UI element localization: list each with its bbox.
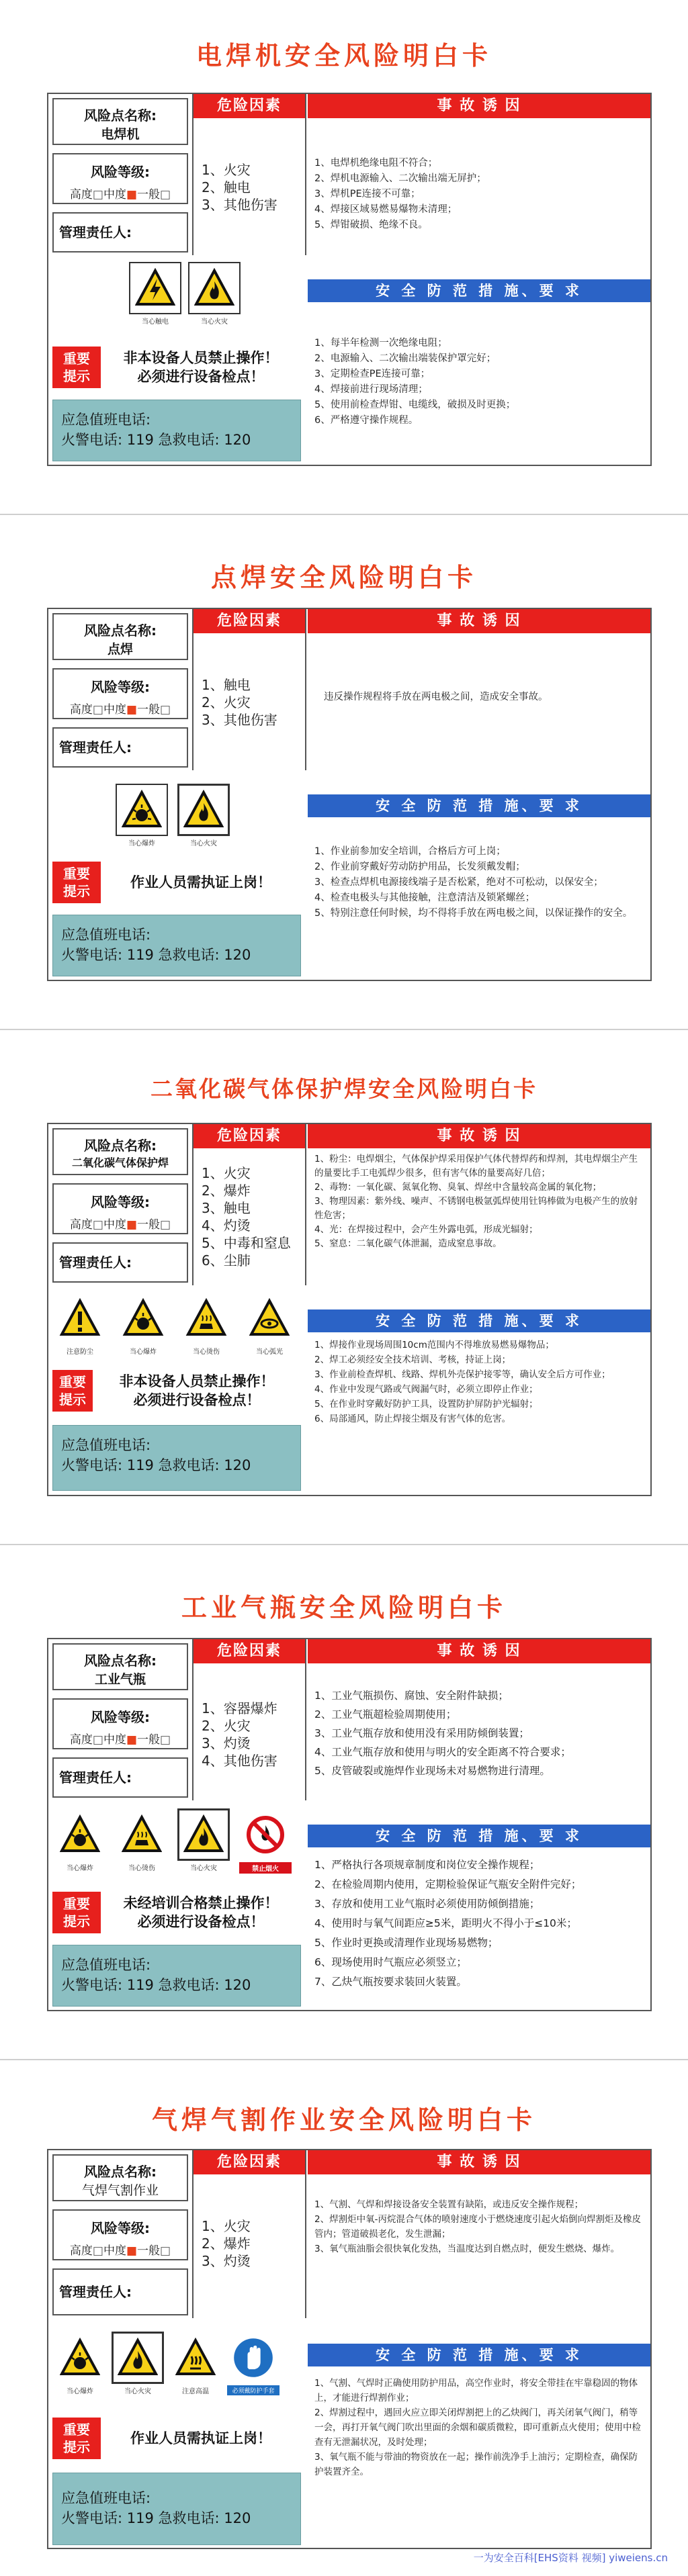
card-title: 点焊安全风险明白卡 xyxy=(210,563,477,592)
accident-causes: 1、气割、气焊和焊接设备安全装置有缺陷，或违反安全操作规程； 2、焊割炬中氧-丙烷混合气体的喷射速度小于燃烧速度引起火焰倒向焊割炬及橡皮管内；管道破损老化，发生泄漏； 3、氧气瓶油脂会很快氧化发热，当温度达到自燃点时，便发生燃烧、爆炸。 xyxy=(314,2199,641,2254)
notice-text: 非本设备人员禁止操作！ 必须进行设备检点！ xyxy=(119,1373,275,1408)
sign-item xyxy=(177,1292,235,1356)
sign-caption: 禁止烟火 xyxy=(239,1862,292,1874)
accident-header: 事 故 诱 因 xyxy=(308,2150,650,2174)
hazard-item: 3、灼烫 xyxy=(202,1735,251,1751)
right-column xyxy=(308,2150,650,2548)
hazard-list xyxy=(202,1700,277,1769)
accident-header: 事 故 诱 因 xyxy=(308,94,650,118)
explosion-warning-icon xyxy=(54,1808,106,1861)
risk-point-box xyxy=(52,1128,188,1175)
accident-causes: 1、电焊机绝缘电阻不符合； 2、焊机电源输入、二次输出端无屏护； 3、焊机PE连接不可靠； 4、焊接区域易燃易爆物未清理； 5、焊钳破损、绝缘不良。 xyxy=(314,158,486,230)
sign-row xyxy=(129,262,241,326)
hazard-list xyxy=(202,676,277,729)
hazard-list xyxy=(202,161,277,214)
notice-tag: 重要 提示 xyxy=(52,347,101,388)
hazard-header: 危险因素 xyxy=(194,1639,305,1663)
hazard-item: 1、触电 xyxy=(202,677,251,693)
sign-caption: 当心烫伤 xyxy=(128,1865,155,1872)
emergency-box xyxy=(52,1425,301,1491)
hazard-header: 危险因素 xyxy=(194,2150,305,2174)
card-title: 二氧化碳气体保护焊安全风险明白卡 xyxy=(150,1076,538,1102)
sign-item xyxy=(227,2332,280,2395)
risk-point-name: 工业气瓶 xyxy=(94,1672,146,1687)
important-notice xyxy=(52,1889,301,1936)
risk-card xyxy=(47,93,652,466)
burn-warning-icon xyxy=(116,1808,168,1861)
measures-header: 安 全 防 范 措 施、要 求 xyxy=(308,1825,650,1847)
emergency-box xyxy=(52,915,301,976)
accident-header: 事 故 诱 因 xyxy=(308,1639,650,1663)
card-title: 气焊气割作业安全风险明白卡 xyxy=(151,2105,536,2135)
hazard-header: 危险因素 xyxy=(194,94,305,118)
arc-light-warning-icon xyxy=(241,1292,298,1344)
risk-card xyxy=(47,608,652,981)
risk-card xyxy=(47,1638,652,2011)
high-temperature-warning-icon xyxy=(169,2332,222,2384)
hazard-item: 2、火灾 xyxy=(202,1718,251,1734)
risk-point-name: 点焊 xyxy=(107,642,133,657)
hazard-item: 1、火灾 xyxy=(202,1165,251,1181)
hazard-item: 3、其他伤害 xyxy=(202,197,277,213)
fire-warning-icon xyxy=(112,2332,164,2384)
risk-point-name: 二氧化碳气体保护焊 xyxy=(71,1156,169,1169)
hazard-item: 2、爆炸 xyxy=(202,2236,251,2252)
safety-measures: 1、焊接作业现场周围10cm范围内不得堆放易燃易爆物品； 2、焊工必须经安全技术培训、考核，持证上岗； 3、作业前检查焊机、线路、焊机外壳保护接零等，确认安全后方可作业； 4、作业中发现气路或气阀漏气时，必须立即停止作业； 5、在作业时穿戴好防护工具，设置防护屏防护光辐射； 6、局部通风，防止焊接尘烟及有害气体的危害。 xyxy=(314,1340,611,1424)
risk-level-options: 高度□中度■一般□ xyxy=(69,1218,171,1232)
owner-label: 管理责任人: xyxy=(59,224,132,240)
risk-point-box xyxy=(52,2154,188,2201)
fire-warning-icon xyxy=(177,1808,230,1861)
risk-point-box xyxy=(52,613,188,660)
hazard-item: 4、灼烫 xyxy=(202,1217,251,1234)
risk-level-box xyxy=(52,153,188,204)
owner-box xyxy=(52,727,188,768)
sign-caption: 当心烫伤 xyxy=(193,1348,220,1356)
notice-tag: 重要 提示 xyxy=(52,862,101,903)
important-notice xyxy=(52,2415,301,2462)
sign-caption: 当心火灾 xyxy=(201,318,228,326)
fire-warning-icon xyxy=(188,262,241,314)
emergency-duty-phone: 应急值班电话: xyxy=(61,927,151,943)
sign-caption: 当心爆炸 xyxy=(130,1348,157,1356)
safety-measures: 1、每半年检测一次绝缘电阻； 2、电源输入、二次输出端装保护罩完好； 3、定期检查PE连接可靠； 4、焊接前进行现场清理； 5、使用前检查焊钳、电缆线，破损及时更换； 6、严格遵守操作规程。 xyxy=(314,338,516,426)
sign-item xyxy=(239,1808,292,1874)
right-column xyxy=(308,1124,650,1495)
accident-causes: 违反操作规程将手放在两电极之间，造成安全事故。 xyxy=(324,692,548,702)
measures-header: 安 全 防 范 措 施、要 求 xyxy=(308,1309,650,1332)
hazard-item: 1、容器爆炸 xyxy=(202,1700,277,1716)
sign-row xyxy=(54,2332,280,2395)
owner-box xyxy=(52,1757,188,1798)
measures-header: 安 全 防 范 措 施、要 求 xyxy=(308,279,650,302)
sign-item xyxy=(169,2332,222,2395)
accident-header: 事 故 诱 因 xyxy=(308,609,650,633)
emergency-box xyxy=(52,400,301,461)
hazard-item: 4、其他伤害 xyxy=(202,1753,277,1769)
owner-label: 管理责任人: xyxy=(59,2284,132,2300)
hazard-list xyxy=(202,1164,291,1269)
emergency-box xyxy=(52,1945,301,2007)
risk-level-label: 风险等级: xyxy=(91,164,150,180)
right-column xyxy=(308,1639,650,2010)
emergency-duty-phone: 应急值班电话: xyxy=(61,1957,151,1973)
sign-item xyxy=(54,1808,106,1872)
sign-caption: 当心火灾 xyxy=(190,1865,217,1872)
emergency-numbers: 火警电话: 119 急救电话: 120 xyxy=(61,1457,251,1473)
hazard-item: 1、火灾 xyxy=(202,2218,251,2234)
accident-causes: 1、工业气瓶损伤、腐蚀、安全附件缺损； 2、工业气瓶超检验周期使用； 3、工业气瓶存放和使用没有采用防倾倒装置； 4、工业气瓶存放和使用与明火的安全距离不符合要求； 5、皮管破裂或施焊作业现场未对易燃物进行清理。 xyxy=(314,1690,571,1777)
hazard-list xyxy=(202,2217,251,2270)
hazard-header: 危险因素 xyxy=(194,1124,305,1148)
emergency-duty-phone: 应急值班电话: xyxy=(61,2490,151,2506)
sign-item xyxy=(129,262,181,326)
card-title: 电焊机安全风险明白卡 xyxy=(196,41,492,71)
owner-box xyxy=(52,2268,188,2315)
card-title: 工业气瓶安全风险明白卡 xyxy=(181,1593,507,1622)
risk-level-box xyxy=(52,668,188,719)
emergency-numbers: 火警电话: 119 急救电话: 120 xyxy=(61,1977,251,1993)
owner-label: 管理责任人: xyxy=(59,1254,132,1271)
safety-caution-icon xyxy=(51,1292,109,1344)
risk-card xyxy=(47,2149,652,2549)
wear-protective-gloves-icon xyxy=(227,2332,280,2384)
explosion-warning-icon xyxy=(54,2332,106,2384)
notice-text: 作业人员需执证上岗！ xyxy=(130,2430,271,2446)
risk-level-box xyxy=(52,1183,188,1234)
hazard-item: 2、爆炸 xyxy=(202,1183,251,1199)
hazard-item: 3、触电 xyxy=(202,1200,251,1216)
explosion-warning-icon xyxy=(116,784,168,836)
sign-caption: 当心爆炸 xyxy=(128,840,155,847)
hazard-item: 3、其他伤害 xyxy=(202,712,277,728)
sign-item xyxy=(51,1292,109,1356)
card-section-4 xyxy=(0,1545,688,2059)
sign-row xyxy=(116,784,230,847)
measures-header: 安 全 防 范 措 施、要 求 xyxy=(308,2344,650,2366)
sign-caption: 当心火灾 xyxy=(190,840,217,847)
sign-item xyxy=(116,784,168,847)
no-fire-prohibition-icon xyxy=(239,1808,292,1861)
sign-item xyxy=(54,2332,106,2395)
emergency-duty-phone: 应急值班电话: xyxy=(61,412,151,428)
sign-caption: 注意防尘 xyxy=(67,1348,93,1356)
risk-point-name: 电焊机 xyxy=(101,127,140,142)
emergency-box xyxy=(52,2473,301,2545)
owner-label: 管理责任人: xyxy=(59,739,132,755)
owner-box xyxy=(52,1242,188,1283)
sign-caption: 当心弧光 xyxy=(256,1348,283,1356)
notice-text: 非本设备人员禁止操作！ 必须进行设备检点！ xyxy=(123,350,279,385)
sign-item xyxy=(188,262,241,326)
hazard-item: 1、火灾 xyxy=(202,162,251,178)
sign-caption: 当心爆炸 xyxy=(67,1865,93,1872)
risk-point-label: 风险点名称: xyxy=(84,107,157,124)
hazard-column xyxy=(192,1639,306,1800)
hazard-column xyxy=(192,2150,306,2318)
risk-point-label: 风险点名称: xyxy=(84,623,157,639)
important-notice xyxy=(52,859,301,906)
owner-box xyxy=(52,212,188,252)
important-notice xyxy=(52,344,301,391)
explosion-warning-icon xyxy=(114,1292,172,1344)
sign-item xyxy=(116,1808,168,1872)
safety-measures: 1、严格执行各项规章制度和岗位安全操作规程； 2、在检验周期内使用，定期检验保证气瓶安全附件完好； 3、存放和使用工业气瓶时必须使用防倾倒措施； 4、使用时与氧气间距应≥5米，距明火不得小于≤10米； 5、作业时更换或清理作业现场易燃物； 6、现场使用时气瓶应必须竖立； 7、乙炔气瓶按要求装回火装置。 xyxy=(314,1859,582,1988)
notice-text: 未经培训合格禁止操作！ 必须进行设备检点！ xyxy=(123,1895,279,1930)
risk-point-box xyxy=(52,98,188,145)
risk-level-options: 高度□中度■一般□ xyxy=(69,2244,171,2258)
risk-point-label: 风险点名称: xyxy=(84,2164,157,2180)
notice-tag: 重要 提示 xyxy=(52,1370,93,1412)
notice-tag: 重要 提示 xyxy=(52,2418,101,2459)
emergency-duty-phone: 应急值班电话: xyxy=(61,1437,151,1453)
sign-row xyxy=(54,1808,292,1874)
risk-level-options: 高度□中度■一般□ xyxy=(69,703,171,717)
sign-item xyxy=(112,2332,164,2395)
sign-row xyxy=(51,1292,298,1356)
emergency-numbers: 火警电话: 119 急救电话: 120 xyxy=(61,947,251,963)
risk-level-label: 风险等级: xyxy=(91,1709,150,1725)
hazard-header: 危险因素 xyxy=(194,609,305,633)
right-column xyxy=(308,94,650,465)
sign-item xyxy=(241,1292,298,1356)
fire-warning-icon xyxy=(177,784,230,836)
risk-level-options: 高度□中度■一般□ xyxy=(69,188,171,201)
electric-shock-warning-icon xyxy=(129,262,181,314)
risk-point-box xyxy=(52,1643,188,1690)
risk-card xyxy=(47,1123,652,1496)
sign-caption: 当心爆炸 xyxy=(67,2388,93,2395)
risk-level-box xyxy=(52,1698,188,1749)
card-section-1 xyxy=(0,0,688,514)
notice-tag: 重要 提示 xyxy=(52,1892,101,1933)
hazard-column xyxy=(192,94,306,255)
sign-item xyxy=(114,1292,172,1356)
safety-measures: 1、作业前参加安全培训，合格后方可上岗； 2、作业前穿戴好劳动防护用品，长发须戴发帽； 3、检查点焊机电源接线端子是否松紧，绝对不可松动，以保安全； 4、检查电极头与其他接触，注意清洁及锁紧螺丝； 5、特别注意任何时候，均不得将手放在两电极之间，以保证操作的安全。 xyxy=(314,846,633,919)
hazard-item: 6、尘肺 xyxy=(202,1252,251,1269)
risk-level-label: 风险等级: xyxy=(91,1194,150,1210)
card-section-3 xyxy=(0,1030,688,1544)
risk-level-label: 风险等级: xyxy=(91,2220,150,2236)
important-notice xyxy=(52,1367,301,1414)
accident-causes: 1、粉尘：电焊烟尘，气体保护焊采用保护气体代替焊药和焊剂，其电焊烟尘产生的量要比手工电弧焊少很多，但有害气体的量要高好几倍； 2、毒物：一氧化碳、氮氧化物、臭氧、焊丝中含量较高金属的氧化物； 3、物理因素：紫外线、噪声、不锈钢电极氩弧焊使用钍钨棒做为电极产生的放射性危害； 4、光：在焊接过程中，会产生外露电弧，形成光辐射； 5、窒息：二氧化碳气体泄漏，造成窒息事故。 xyxy=(314,1154,638,1249)
hazard-column xyxy=(192,1124,306,1285)
risk-level-box xyxy=(52,2209,188,2260)
risk-level-options: 高度□中度■一般□ xyxy=(69,1733,171,1747)
sign-caption: 当心火灾 xyxy=(124,2388,151,2395)
measures-header: 安 全 防 范 措 施、要 求 xyxy=(308,794,650,817)
risk-point-label: 风险点名称: xyxy=(84,1653,157,1669)
sign-caption: 注意高温 xyxy=(182,2388,209,2395)
hazard-item: 3、灼烫 xyxy=(202,2253,251,2269)
risk-level-label: 风险等级: xyxy=(91,679,150,695)
sign-caption: 必须戴防护手套 xyxy=(227,2385,280,2395)
hazard-item: 2、触电 xyxy=(202,179,251,195)
emergency-numbers: 火警电话: 119 急救电话: 120 xyxy=(61,2510,251,2526)
footer-brand[interactable]: 一为安全百科[EHS资料 视频] yiweiens.cn xyxy=(473,2552,668,2564)
right-column xyxy=(308,609,650,980)
risk-point-label: 风险点名称: xyxy=(84,1138,157,1154)
safety-measures: 1、气割、气焊时正确使用防护用品，高空作业时，将安全带挂在牢靠稳固的物体上，才能进行焊割作业； 2、焊割过程中，遇回火应立即关闭焊割把上的乙炔阀门，再关闭氧气阀门，稍等一会，再打开氧气阀门吹出里面的余烟和碳质微粒，即可重新点火使用；使用中检查有无泄漏状况，及时处理； 3、氧气瓶不能与带油的物资放在一起；操作前洗净手上油污；定期检查，确保防护装置齐全。 xyxy=(314,2378,641,2477)
burn-warning-icon xyxy=(177,1292,235,1344)
hazard-item: 5、中毒和窒息 xyxy=(202,1235,291,1251)
notice-text: 作业人员需执证上岗！ xyxy=(130,874,271,890)
risk-point-name: 气焊气割作业 xyxy=(81,2183,159,2198)
card-section-5 xyxy=(0,2060,688,2576)
accident-header: 事 故 诱 因 xyxy=(308,1124,650,1148)
sign-item xyxy=(177,1808,230,1872)
card-section-2 xyxy=(0,515,688,1029)
owner-label: 管理责任人: xyxy=(59,1769,132,1786)
sign-caption: 当心触电 xyxy=(142,318,169,326)
sign-item xyxy=(177,784,230,847)
emergency-numbers: 火警电话: 119 急救电话: 120 xyxy=(61,432,251,448)
hazard-item: 2、火灾 xyxy=(202,694,251,710)
hazard-column xyxy=(192,609,306,770)
